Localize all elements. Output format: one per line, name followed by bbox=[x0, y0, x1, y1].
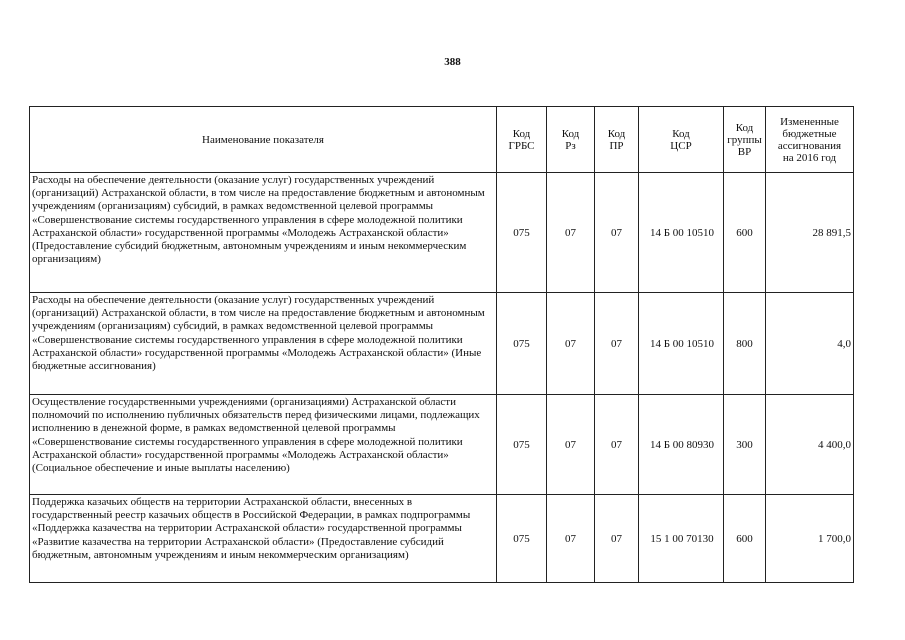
header-csr: Код ЦСР bbox=[639, 107, 724, 173]
header-vr: Код группы ВР bbox=[724, 107, 766, 173]
page-number: 388 bbox=[444, 56, 461, 68]
row-rz: 07 bbox=[547, 495, 595, 583]
table-header-row bbox=[30, 107, 854, 173]
row-csr: 14 Б 00 10510 bbox=[639, 173, 724, 293]
row-amount: 1 700,0 bbox=[766, 495, 854, 583]
table-row bbox=[30, 395, 854, 495]
row-csr: 14 Б 00 10510 bbox=[639, 293, 724, 395]
row-vr: 800 bbox=[724, 293, 766, 395]
row-name: Поддержка казачьих обществ на территории Астраханской области, внесенных в государственный реестр казачьих обществ в Российской Федерации, в рамках подпрограммы «Поддержка казачества на территории Астраханской области» государственной программы «Развитие казачества на территории Астраханской области» (Предоставление субсидий бюджетным, автономным учреждениям и иным некоммерческим организациям) bbox=[30, 495, 497, 583]
row-name: Расходы на обеспечение деятельности (оказание услуг) государственных учреждений (организаций) Астраханской области, в том числе на предоставление бюджетным и автономным учреждениям (организациям) субсидий, в рамках ведомственной целевой программы «Совершенствование системы государственного управления в сфере молодежной политики Астраханской области» государственной программы «Молодежь Астраханской области» (Предоставление субсидий бюджетным, автономным учреждениям и иным некоммерческим организациям) bbox=[30, 173, 497, 293]
row-grbs: 075 bbox=[497, 293, 547, 395]
row-grbs: 075 bbox=[497, 495, 547, 583]
row-pr: 07 bbox=[595, 293, 639, 395]
row-grbs: 075 bbox=[497, 395, 547, 495]
row-pr: 07 bbox=[595, 173, 639, 293]
table-row bbox=[30, 173, 854, 293]
row-rz: 07 bbox=[547, 173, 595, 293]
table-row bbox=[30, 293, 854, 395]
row-csr: 15 1 00 70130 bbox=[639, 495, 724, 583]
table-row bbox=[30, 495, 854, 583]
row-grbs: 075 bbox=[497, 173, 547, 293]
row-csr: 14 Б 00 80930 bbox=[639, 395, 724, 495]
header-pr: Код ПР bbox=[595, 107, 639, 173]
budget-table bbox=[29, 106, 854, 583]
row-amount: 4 400,0 bbox=[766, 395, 854, 495]
header-grbs: Код ГРБС bbox=[497, 107, 547, 173]
row-pr: 07 bbox=[595, 395, 639, 495]
header-name: Наименование показателя bbox=[30, 107, 497, 173]
row-rz: 07 bbox=[547, 293, 595, 395]
row-rz: 07 bbox=[547, 395, 595, 495]
row-amount: 28 891,5 bbox=[766, 173, 854, 293]
row-amount: 4,0 bbox=[766, 293, 854, 395]
header-amount: Измененные бюджетные ассигнования на 2016 год bbox=[766, 107, 854, 173]
row-vr: 300 bbox=[724, 395, 766, 495]
row-pr: 07 bbox=[595, 495, 639, 583]
row-name: Осуществление государственными учреждениями (организациями) Астраханской области полномочий по исполнению публичных обязательств перед физическими лицами, подлежащих исполнению в денежной форме, в рамках ведомственной целевой программы «Совершенствование системы государственного управления в сфере молодежной политики Астраханской области» государственной программы «Молодежь Астраханской области» (Социальное обеспечение и иные выплаты населению) bbox=[30, 395, 497, 495]
row-vr: 600 bbox=[724, 173, 766, 293]
row-vr: 600 bbox=[724, 495, 766, 583]
row-name: Расходы на обеспечение деятельности (оказание услуг) государственных учреждений (организаций) Астраханской области, в том числе на предоставление бюджетным и автономным учреждениям (организациям) субсидий, в рамках ведомственной целевой программы «Совершенствование системы государственного управления в сфере молодежной политики Астраханской области» государственной программы «Молодежь Астраханской области» (Иные бюджетные ассигнования) bbox=[30, 293, 497, 395]
header-rz: Код Рз bbox=[547, 107, 595, 173]
